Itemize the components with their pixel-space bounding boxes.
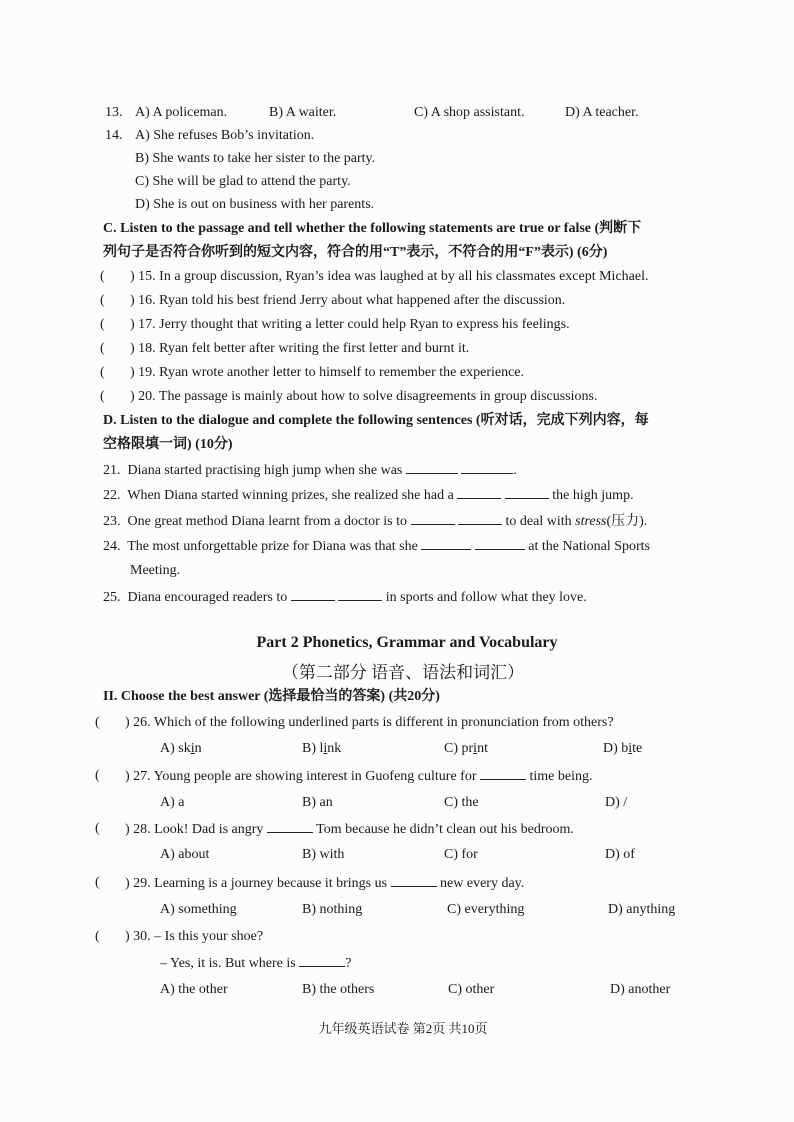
section-d-heading-line1: D. Listen to the dialogue and complete the following sentences (听对话，完成下列内容，每 xyxy=(103,413,649,428)
q28-blank[interactable] xyxy=(267,820,313,833)
q30-option-c[interactable]: C) other xyxy=(448,982,495,997)
q23-blank-1[interactable] xyxy=(411,512,455,525)
q30-line1: ) 30. – Is this your shoe? xyxy=(125,929,264,944)
q24-blank-2[interactable] xyxy=(475,537,525,550)
section-d-heading-line2: 空格限填一词) (10分) xyxy=(103,437,233,452)
q19-paren: ( xyxy=(100,365,105,380)
q29-blank[interactable] xyxy=(391,874,437,887)
q22-end: the high jump. xyxy=(552,488,634,503)
q29-option-d[interactable]: D) anything xyxy=(608,902,676,917)
section-c-heading-line2: 列句子是否符合你听到的短文内容，符合的用“T”表示，不符合的用“F”表示) (6分) xyxy=(103,245,608,260)
q27-paren: ( xyxy=(95,768,100,783)
q13-number: 13. xyxy=(105,105,123,120)
q25-line xyxy=(103,588,587,607)
q20-text: ) 20. The passage is mainly about how to solve disagreements in group discussions. xyxy=(130,389,598,404)
q29-option-c[interactable]: C) everything xyxy=(447,902,525,917)
q26-option-a[interactable] xyxy=(160,740,202,758)
q25-blank-1[interactable] xyxy=(291,588,335,601)
q26-a-pre: A) sk xyxy=(160,741,191,756)
q26-c-post: nt xyxy=(477,741,488,756)
section-ii-heading: II. Choose the best answer (选择最恰当的答案) (共20分) xyxy=(103,689,440,704)
q26-b-pre: B) l xyxy=(302,741,324,756)
q21-end: . xyxy=(513,463,517,478)
q26-option-d[interactable] xyxy=(603,740,642,758)
q25-after: in sports and follow what they love. xyxy=(385,590,587,605)
q30-option-b[interactable]: B) the others xyxy=(302,982,375,997)
q18-paren: ( xyxy=(100,341,105,356)
q15-text: ) 15. In a group discussion, Ryan’s idea was laughed at by all his classmates except Michael. xyxy=(130,269,649,284)
q30-option-a[interactable]: A) the other xyxy=(160,982,228,997)
q14-option-d: D) She is out on business with her parents. xyxy=(135,197,375,212)
q27-option-c[interactable]: C) the xyxy=(444,795,479,810)
q21-line xyxy=(103,461,517,480)
q26-d-underlined: i xyxy=(628,741,633,756)
q29-after: new every day. xyxy=(440,876,525,891)
q27-after: time being. xyxy=(529,769,593,784)
q14-option-c: C) She will be glad to attend the party. xyxy=(135,174,351,189)
q25-blank-2[interactable] xyxy=(338,588,382,601)
q28-paren: ( xyxy=(95,821,100,836)
q29-text: ) 29. Learning is a journey because it brings us xyxy=(125,876,388,891)
q24-blank-1[interactable] xyxy=(421,537,471,550)
q23-number: 23. xyxy=(103,514,121,529)
q27-text: ) 27. Young people are showing interest in Guofeng culture for xyxy=(125,769,477,784)
q25-text: Diana encouraged readers to xyxy=(127,590,288,605)
q30-line2-text: – Yes, it is. But where is xyxy=(160,956,296,971)
q26-b-underlined: i xyxy=(323,741,328,756)
q26-stem: ) 26. Which of the following underlined parts is different in pronunciation from others? xyxy=(125,715,614,730)
q22-blank-1[interactable] xyxy=(457,486,501,499)
q26-d-post: te xyxy=(632,741,643,756)
q26-a-underlined: i xyxy=(190,741,195,756)
q22-blank-2[interactable] xyxy=(505,486,549,499)
q21-blank-2[interactable] xyxy=(461,461,513,474)
q26-c-underlined: i xyxy=(473,741,478,756)
q30-paren: ( xyxy=(95,929,100,944)
q23-end: (压力). xyxy=(606,514,648,529)
q26-option-c[interactable] xyxy=(444,740,488,758)
q27-stem xyxy=(125,767,592,786)
q28-after: Tom because he didn’t clean out his bedroom. xyxy=(316,822,574,837)
q21-number: 21. xyxy=(103,463,121,478)
q13-option-b: B) A waiter. xyxy=(269,105,337,120)
q23-text: One great method Diana learnt from a doctor is to xyxy=(127,514,408,529)
q24-number: 24. xyxy=(103,539,121,554)
q26-b-post: nk xyxy=(327,741,342,756)
q16-text: ) 16. Ryan told his best friend Jerry about what happened after the discussion. xyxy=(130,293,566,308)
q29-stem xyxy=(125,874,524,893)
q26-d-pre: D) b xyxy=(603,741,629,756)
q29-option-a[interactable]: A) something xyxy=(160,902,237,917)
q23-after: to deal with xyxy=(505,514,572,529)
part2-title-english: Part 2 Phonetics, Grammar and Vocabulary xyxy=(256,634,558,651)
q24-line xyxy=(103,537,650,556)
q29-paren: ( xyxy=(95,875,100,890)
q19-text: ) 19. Ryan wrote another letter to himself to remember the experience. xyxy=(130,365,525,380)
q21-blank-1[interactable] xyxy=(406,461,458,474)
q26-option-b[interactable] xyxy=(302,740,341,758)
q30-blank[interactable] xyxy=(299,954,345,967)
q14-option-a: A) She refuses Bob’s invitation. xyxy=(135,128,315,143)
q26-paren: ( xyxy=(95,715,100,730)
q24-line2: Meeting. xyxy=(130,563,181,578)
q26-c-pre: C) pr xyxy=(444,741,474,756)
q21-text: Diana started practising high jump when she was xyxy=(127,463,403,478)
q24-after: at the National Sports xyxy=(528,539,650,554)
q22-number: 22. xyxy=(103,488,121,503)
q27-option-b[interactable]: B) an xyxy=(302,795,333,810)
q16-paren: ( xyxy=(100,293,105,308)
section-c-heading-line1: C. Listen to the passage and tell whether the following statements are true or false (判断下 xyxy=(103,221,642,236)
q22-line xyxy=(103,486,634,505)
q23-blank-2[interactable] xyxy=(458,512,502,525)
q25-number: 25. xyxy=(103,590,121,605)
q18-text: ) 18. Ryan felt better after writing the first letter and burnt it. xyxy=(130,341,470,356)
part2-title-chinese: （第二部分 语音、语法和词汇） xyxy=(281,663,525,682)
q28-option-c[interactable]: C) for xyxy=(444,847,478,862)
q28-option-a[interactable]: A) about xyxy=(160,847,210,862)
q15-paren: ( xyxy=(100,269,105,284)
q30-question-mark: ? xyxy=(345,956,352,971)
q14-option-b: B) She wants to take her sister to the party. xyxy=(135,151,376,166)
q24-text: The most unforgettable prize for Diana was that she xyxy=(127,539,418,554)
page-footer: 九年级英语试卷 第2页 共10页 xyxy=(318,1021,488,1036)
q28-option-d[interactable]: D) of xyxy=(605,847,635,862)
q28-text: ) 28. Look! Dad is angry xyxy=(125,822,264,837)
q27-option-a[interactable]: A) a xyxy=(160,795,185,810)
q17-text: ) 17. Jerry thought that writing a letter could help Ryan to express his feelings. xyxy=(130,317,570,332)
q22-text: When Diana started winning prizes, she realized she had a xyxy=(127,488,454,503)
q20-paren: ( xyxy=(100,389,105,404)
q29-option-b[interactable]: B) nothing xyxy=(302,902,363,917)
q13-option-c: C) A shop assistant. xyxy=(414,105,525,120)
q28-stem xyxy=(125,820,574,839)
q27-blank[interactable] xyxy=(480,767,526,780)
q17-paren: ( xyxy=(100,317,105,332)
q30-line2 xyxy=(160,954,351,973)
q23-stress-word: stress xyxy=(575,514,607,529)
q13-option-d: D) A teacher. xyxy=(565,105,639,120)
q27-option-d[interactable]: D) / xyxy=(605,795,628,810)
q23-line xyxy=(103,512,647,531)
q30-option-d[interactable]: D) another xyxy=(610,982,671,997)
q14-number: 14. xyxy=(105,128,123,143)
q13-option-a: A) A policeman. xyxy=(135,105,228,120)
q28-option-b[interactable]: B) with xyxy=(302,847,345,862)
q26-a-post: n xyxy=(194,741,202,756)
